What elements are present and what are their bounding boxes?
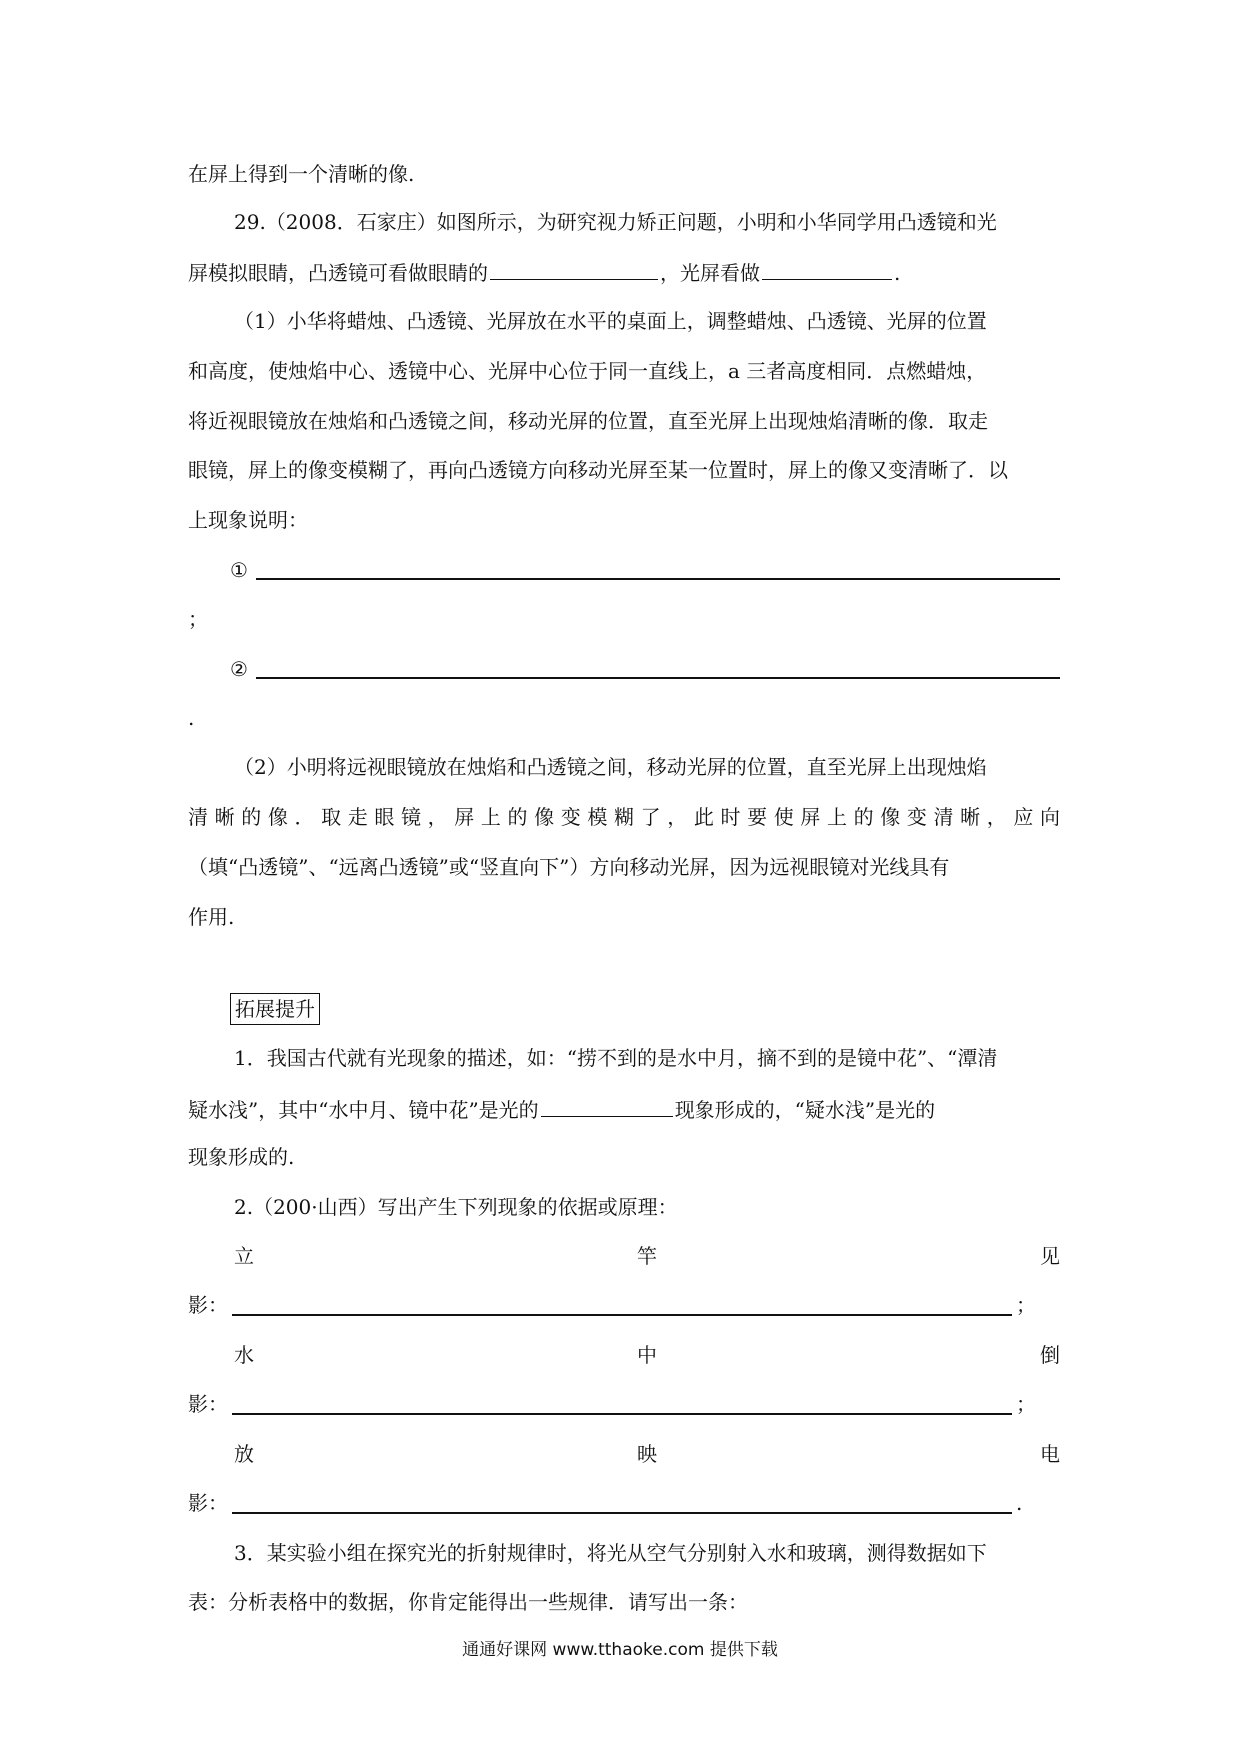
phenomenon-3-char-1: 放 (234, 1442, 254, 1466)
blank-2-end: . (188, 706, 195, 730)
paragraph-line: 在屏上得到一个清晰的像. (188, 162, 415, 186)
section-heading-extension: 拓展提升 (230, 993, 320, 1025)
phenomenon-1-end: ； (1016, 1293, 1036, 1317)
answer-blank-eye-part[interactable] (490, 257, 658, 280)
phenomenon-2-char-3: 倒 (1040, 1343, 1060, 1367)
phenomenon-1-last: 影： (188, 1293, 228, 1317)
part-1-line-1: （1）小华将蜡烛、凸透镜、光屏放在水平的桌面上，调整蜡烛、凸透镜、光屏的位置 (234, 309, 987, 333)
part-1-line-2: 和高度，使烛焰中心、透镜中心、光屏中心位于同一直线上，a 三者高度相同．点燃蜡烛， (188, 359, 987, 383)
phenomenon-1-char-1: 立 (234, 1244, 254, 1268)
extension-q2-intro: 2.（200·山西）写出产生下列现象的依据或原理： (234, 1195, 678, 1219)
extension-q1-text-a: 疑水浅”，其中“水中月、镜中花”是光的 (188, 1098, 539, 1122)
question-29-line-2 (188, 257, 1060, 287)
part-2-line-2: 清晰的像．取走眼镜，屏上的像变模糊了，此时要使屏上的像变清晰，应向 (188, 805, 1060, 829)
answer-line-2[interactable] (256, 677, 1060, 679)
phenomenon-3-end: . (1016, 1491, 1023, 1515)
phenomenon-1-char-3: 见 (1040, 1244, 1060, 1268)
answer-blank-reflection[interactable] (541, 1094, 673, 1117)
phenomenon-2-last: 影： (188, 1392, 228, 1416)
page-footer: 通通好课网 www.tthaoke.com 提供下载 (462, 1640, 778, 1660)
extension-q1-line-3: 现象形成的. (188, 1145, 295, 1169)
answer-line-phenomenon-3[interactable] (232, 1512, 1012, 1514)
extension-q1-line-1: 1．我国古代就有光现象的描述，如：“捞不到的是水中月，摘不到的是镜中花”、“潭清 (234, 1046, 998, 1070)
extension-q1-text-b: 现象形成的，“疑水浅”是光的 (674, 1098, 936, 1122)
phenomenon-1-heading (234, 1242, 1060, 1270)
phenomenon-2-end: ； (1016, 1392, 1036, 1416)
question-29-text-c: . (894, 261, 901, 285)
answer-line-1[interactable] (256, 578, 1060, 580)
part-2-line-4: 作用. (188, 905, 235, 929)
blank-2-label: ② (230, 657, 248, 681)
answer-line-phenomenon-1[interactable] (232, 1314, 1012, 1316)
phenomenon-3-char-2: 映 (637, 1442, 657, 1466)
phenomenon-1-char-2: 竿 (637, 1244, 657, 1268)
blank-1-label: ① (230, 558, 248, 582)
question-29-line-1: 29.（2008．石家庄）如图所示，为研究视力矫正问题，小明和小华同学用凸透镜和光 (234, 210, 997, 234)
part-1-line-3: 将近视眼镜放在烛焰和凸透镜之间，移动光屏的位置，直至光屏上出现烛焰清晰的像．取走 (188, 409, 988, 433)
part-2-line-3: （填“凸透镜”、“远离凸透镜”或“竖直向下”）方向移动光屏，因为远视眼镜对光线具有 (188, 855, 950, 879)
answer-line-phenomenon-2[interactable] (232, 1413, 1012, 1415)
extension-q1-line-2 (188, 1094, 1060, 1124)
question-29-text-b: ，光屏看做 (660, 261, 760, 285)
phenomenon-2-char-1: 水 (234, 1343, 254, 1367)
question-29-text-a: 屏模拟眼睛，凸透镜可看做眼睛的 (188, 261, 488, 285)
phenomenon-2-char-2: 中 (637, 1343, 657, 1367)
part-1-line-5: 上现象说明： (188, 508, 308, 532)
phenomenon-3-heading (234, 1440, 1060, 1468)
answer-blank-screen-as[interactable] (762, 257, 892, 280)
phenomenon-3-last: 影： (188, 1491, 228, 1515)
part-1-line-4: 眼镜，屏上的像变模糊了，再向凸透镜方向移动光屏至某一位置时，屏上的像又变清晰了．以 (188, 458, 1008, 482)
extension-q3-line-1: 3．某实验小组在探究光的折射规律时，将光从空气分别射入水和玻璃，测得数据如下 (234, 1541, 987, 1565)
part-2-line-1: （2）小明将远视眼镜放在烛焰和凸透镜之间，移动光屏的位置，直至光屏上出现烛焰 (234, 755, 987, 779)
extension-q3-line-2: 表：分析表格中的数据，你肯定能得出一些规律．请写出一条： (188, 1590, 748, 1614)
blank-1-end: ； (188, 607, 208, 631)
phenomenon-2-heading (234, 1341, 1060, 1369)
phenomenon-3-char-3: 电 (1040, 1442, 1060, 1466)
